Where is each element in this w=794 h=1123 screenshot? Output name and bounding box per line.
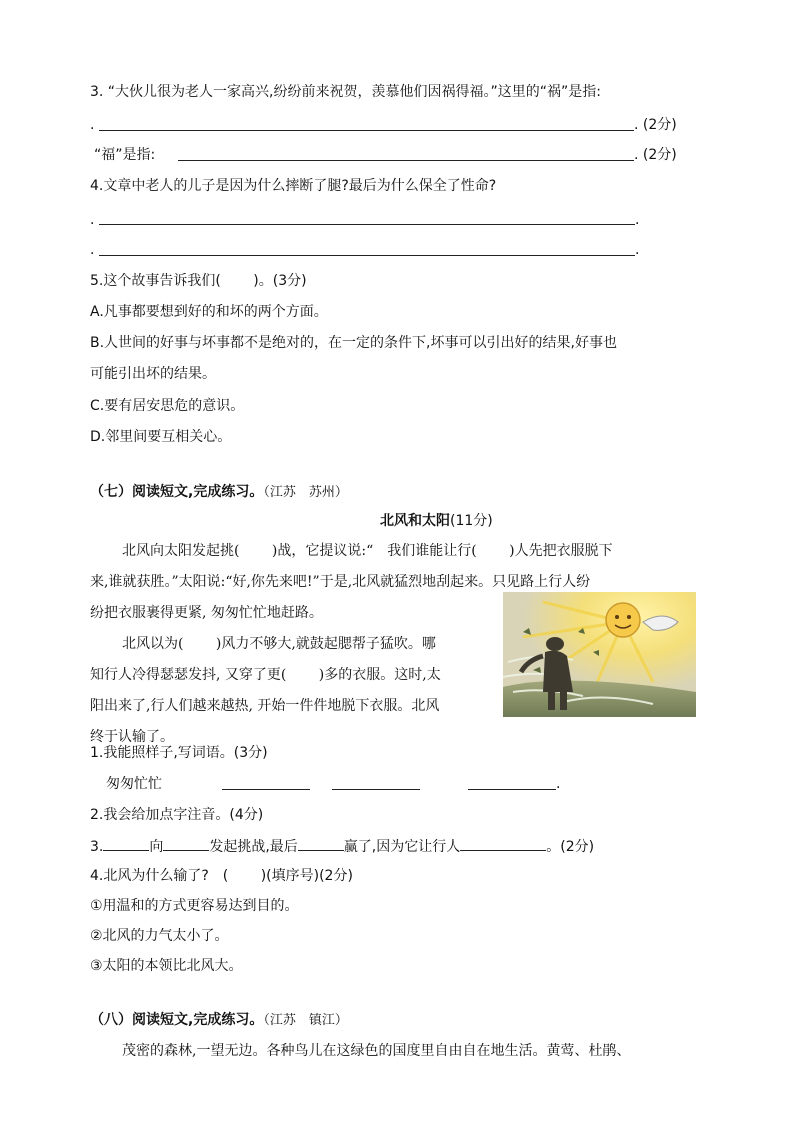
option-b-continued: 可能引出坏的结果。 [90,366,216,382]
s7-q3-blank-4[interactable] [460,836,546,851]
s7-q3-part: 发起挑战,最后 [209,839,298,855]
fu-label: “福”是指: [94,147,156,163]
para2-line3: 阳出来了,行人们越来越热, 开始一件件地脱下衣服。北风 [90,698,440,714]
s7-q3-blank-2[interactable] [163,836,209,851]
para2-line1: 北风以为( )风力不够大,就鼓起腮帮子猛吹。哪 [122,636,436,652]
option-a: A.凡事都要想到好的和坏的两个方面。 [90,304,328,320]
s7-question-2: 2.我会给加点字注音。(4分) [90,807,264,823]
s7-question-4: 4.北风为什么输了? ( )(填序号)(2分) [90,868,353,884]
s7-q1-blank-1[interactable] [222,789,310,790]
s7-q4-option-1: ①用温和的方式更容易达到目的。 [90,898,299,914]
answer-line-score: . (2分) [634,147,677,163]
story-score: (11分) [450,513,493,529]
s7-q3-part: 赢了,因为它让行人 [343,839,461,855]
para1-line3: 纷把衣服裹得更紧, 匆匆忙忙地赶路。 [90,605,323,621]
s7-q1-blank-3[interactable] [468,789,556,790]
para2-line4: 终于认输了。 [90,729,174,745]
question-3-text: 3. “大伙儿很为老人一家高兴,纷纷前来祝贺，羡慕他们因祸得福。”这里的“祸”是指: [90,84,601,100]
answer-line-end: . [635,242,640,258]
answer-line-start: . [90,242,95,258]
section-7-heading [90,482,348,503]
north-wind-sun-illustration [503,592,696,717]
s7-q3-blank-3[interactable] [298,836,344,851]
para1-line1: 北风向太阳发起挑( )战，它提议说:“ 我们谁能让行( )人先把衣服脱下 [122,543,613,559]
story-title-line [380,511,493,531]
section-8-para1: 茂密的森林,一望无边。各种鸟儿在这绿色的国度里自由自在地生活。黄莺、杜鹃、 [122,1043,631,1059]
answer-line-huo[interactable] [99,130,634,131]
section-7-source: （江苏 苏州） [263,485,348,500]
illustration-svg [503,592,696,717]
s7-q3-blank-1[interactable] [103,836,149,851]
section-8-title: （八）阅读短文,完成练习。 [90,1012,264,1028]
answer-line-score: . (2分) [634,117,677,133]
option-c: C.要有居安思危的意识。 [90,398,245,414]
question-5-text: 5.这个故事告诉我们( )。(3分) [90,273,307,289]
s7-q4-option-2: ②北风的力气太小了。 [90,928,229,944]
s7-q4-option-3: ③太阳的本领比北风大。 [90,958,243,974]
para2-line2: 知行人冷得瑟瑟发抖, 又穿了更( )多的衣服。这时,太 [90,667,441,683]
s7-q1-end: . [556,776,561,792]
para1-line2: 来,谁就获胜。”太阳说:“好,你先来吧!”于是,北风就猛烈地刮起来。只见路上行人纷 [90,574,591,590]
s7-q3-part: 3. [90,839,104,855]
s7-q1-example: 匆匆忙忙 [106,776,162,792]
s7-q3-part: 。(2分) [546,839,595,855]
answer-line-q4-2[interactable] [99,255,635,256]
option-d: D.邻里间要互相关心。 [90,429,232,445]
answer-line-end: . [635,212,640,228]
story-title: 北风和太阳 [380,513,450,529]
answer-line-q4-1[interactable] [99,224,635,225]
question-4-text: 4.文章中老人的儿子是因为什么摔断了腿?最后为什么保全了性命? [90,178,497,194]
section-7-title: （七）阅读短文,完成练习。 [90,484,264,500]
s7-question-3 [90,836,594,857]
s7-q1-blank-2[interactable] [332,789,420,790]
answer-line-fu[interactable] [178,160,634,161]
s7-q3-part: 向 [149,839,164,855]
s7-question-1: 1.我能照样子,写词语。(3分) [90,745,268,761]
answer-line-start: . [90,212,95,228]
section-8-source: （江苏 镇江） [263,1013,348,1028]
section-8-heading [90,1010,348,1031]
answer-line-start: . [90,117,95,133]
option-b: B.人世间的好事与坏事都不是绝对的，在一定的条件下,坏事可以引出好的结果,好事也 [90,335,617,351]
